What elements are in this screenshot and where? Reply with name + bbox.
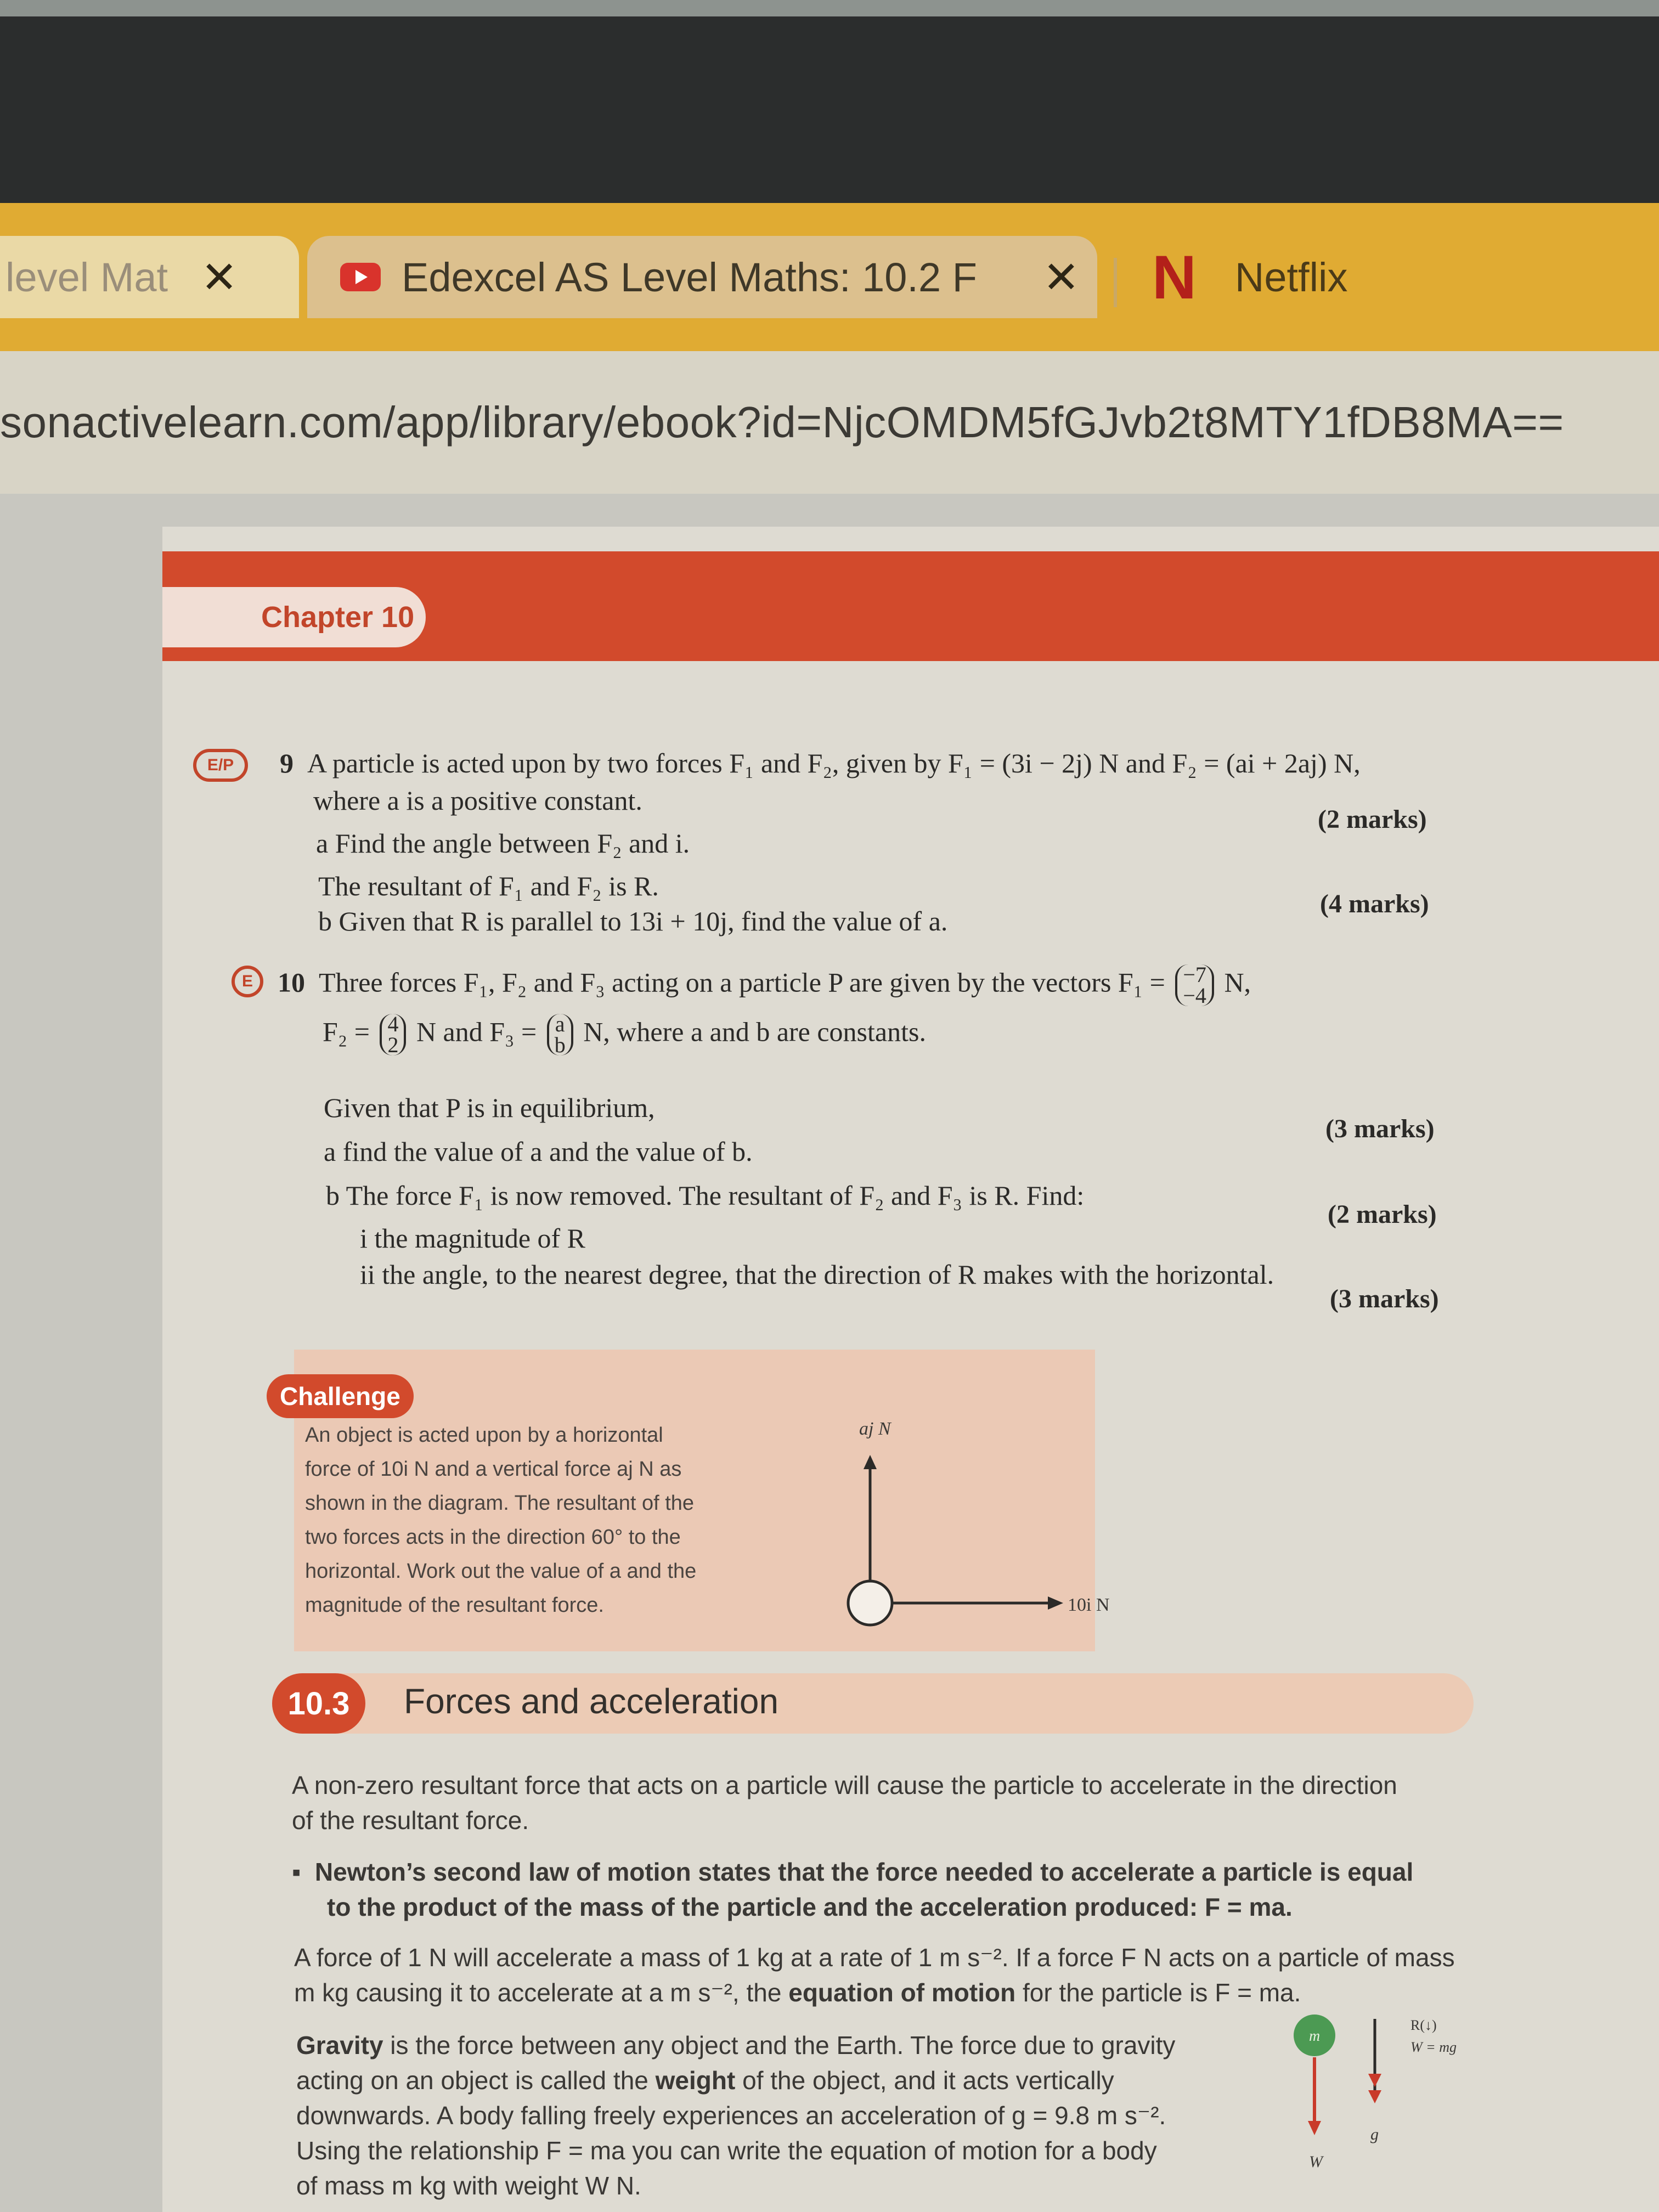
browser-tab-bar bbox=[0, 203, 1659, 351]
f3-tail: N, where a and b are constants. bbox=[583, 1016, 926, 1047]
vector-f3 bbox=[547, 1014, 573, 1056]
section-para1-line1: A non-zero resultant force that acts on a particle will cause the particle to accelerate in the direction bbox=[292, 1771, 1397, 1799]
q10-line1 bbox=[278, 964, 1251, 1006]
q10-line2 bbox=[323, 1014, 926, 1056]
arrowhead-icon bbox=[1368, 2090, 1381, 2103]
weight-label: W bbox=[1309, 2153, 1323, 2171]
q10-part-bii-marks: (3 marks) bbox=[1330, 1284, 1439, 1313]
f2-top: 4 bbox=[387, 1012, 399, 1036]
q10-part-a-marks: (3 marks) bbox=[1325, 1114, 1435, 1143]
f2-tail: N and F₃ = bbox=[416, 1016, 537, 1047]
q9-part-b: b Given that R is parallel to 13i + 10j, find the value of a. bbox=[318, 906, 948, 936]
q10-part-a: a find the value of a and the value of b. bbox=[324, 1136, 753, 1167]
netflix-icon: N bbox=[1152, 242, 1197, 312]
tab-label: level Mat bbox=[5, 254, 168, 300]
bezel-glare bbox=[0, 0, 1659, 16]
f2-bottom: 2 bbox=[387, 1032, 399, 1057]
gravity-bold: Gravity bbox=[296, 2031, 383, 2059]
q9-line3: The resultant of F₁ and F₂ is R. bbox=[318, 871, 659, 901]
q10-number: 10 bbox=[278, 967, 305, 998]
q10-part-bii: ii the angle, to the nearest degree, that the direction of R makes with the horizontal. bbox=[360, 1259, 1274, 1290]
section-para2-line1: A force of 1 N will accelerate a mass of 1 kg at a rate of 1 m s⁻². If a force F N acts on a particle of mass bbox=[294, 1943, 1455, 1972]
gravity-line2 bbox=[296, 2063, 1114, 2098]
q9-text: A particle is acted upon by two forces F₁ and F₂, given by F₁ = (3i − 2j) N and F₂ = (ai + 2aj) N, bbox=[307, 748, 1361, 778]
gravity-line1 bbox=[296, 2028, 1175, 2063]
close-icon[interactable]: ✕ bbox=[1042, 252, 1080, 302]
address-bar[interactable] bbox=[0, 351, 1659, 494]
bullet-line2: to the product of the mass of the particle and the acceleration produced: F = ma. bbox=[327, 1893, 1293, 1921]
horizontal-force-label: 10i N bbox=[1068, 1595, 1110, 1615]
section-para2-line2 bbox=[294, 1975, 1301, 2010]
f3-top: a bbox=[555, 1012, 565, 1036]
q10-part-bi: i the magnitude of R bbox=[360, 1223, 586, 1254]
tab-label: Edexcel AS Level Maths: 10.2 F bbox=[402, 254, 977, 300]
unit-n: N, bbox=[1224, 967, 1251, 998]
q9-line1 bbox=[280, 747, 1361, 779]
g-label: g bbox=[1370, 2125, 1379, 2143]
challenge-line: shown in the diagram. The resultant of the bbox=[305, 1492, 695, 1515]
bullet-icon: ▪ bbox=[292, 1858, 315, 1886]
challenge-line: horizontal. Work out the value of a and the bbox=[305, 1560, 697, 1583]
gravity-rest: is the force between any object and the Earth. The force due to gravity bbox=[383, 2031, 1176, 2059]
gravity-diagram bbox=[1276, 2013, 1583, 2189]
gravity-line5: of mass m kg with weight W N. bbox=[296, 2171, 641, 2200]
section-heading bbox=[272, 1673, 1474, 1734]
gravity-pre: acting on an object is called the bbox=[296, 2066, 656, 2095]
challenge-line: magnitude of the resultant force. bbox=[305, 1594, 604, 1617]
section-para1-line2: of the resultant force. bbox=[292, 1806, 529, 1835]
tab-netflix[interactable] bbox=[1152, 236, 1536, 318]
weight-bold: weight bbox=[655, 2066, 736, 2095]
equation-top: R(↓) bbox=[1410, 2017, 1437, 2033]
force-diagram bbox=[821, 1404, 1110, 1624]
gravity-line4: Using the relationship F = ma you can write the equation of motion for a body bbox=[296, 2136, 1157, 2165]
f3-bottom: b bbox=[554, 1032, 566, 1057]
chapter-label: Chapter 10 bbox=[162, 587, 426, 647]
q10-part-b: b The force F₁ is now removed. The resultant of F₂ and F₃ is R. Find: bbox=[326, 1180, 1085, 1211]
q9-number: 9 bbox=[280, 748, 294, 778]
q9-line2: where a is a positive constant. bbox=[313, 785, 642, 816]
arrowhead-icon bbox=[1048, 1596, 1063, 1610]
f2-label: F₂ = bbox=[323, 1016, 370, 1047]
ebook-page bbox=[162, 527, 1659, 2212]
f1-bottom: −4 bbox=[1183, 983, 1206, 1008]
tab-label: Netflix bbox=[1234, 254, 1348, 300]
gravity-line3: downwards. A body falling freely experiences an acceleration of g = 9.8 m s⁻². bbox=[296, 2101, 1166, 2130]
q9-part-a: a Find the angle between F₂ and i. bbox=[316, 828, 690, 859]
arrowhead-icon bbox=[864, 1455, 877, 1469]
challenge-line: force of 10i N and a vertical force aj N as bbox=[305, 1458, 682, 1481]
close-icon[interactable]: ✕ bbox=[201, 252, 238, 302]
gravity-rest: of the object, and it acts vertically bbox=[735, 2066, 1114, 2095]
bullet-line1: Newton’s second law of motion states that the force needed to accelerate a particle is equal bbox=[314, 1858, 1414, 1886]
equation-bottom: W = mg bbox=[1410, 2039, 1457, 2055]
q10-text: Three forces F₁, F₂ and F₃ acting on a particle P are given by the vectors F₁ = bbox=[319, 967, 1165, 998]
vector-f1 bbox=[1175, 964, 1214, 1006]
arrowhead-icon bbox=[1368, 2074, 1381, 2087]
q10-line3: Given that P is in equilibrium, bbox=[324, 1092, 655, 1123]
section-title: Forces and acceleration bbox=[404, 1681, 779, 1721]
exam-practice-badge: E/P bbox=[193, 749, 248, 782]
para2-text-b: for the particle is F = ma. bbox=[1022, 1978, 1301, 2007]
vector-f2 bbox=[380, 1014, 406, 1056]
tab-level-maths[interactable] bbox=[0, 236, 299, 318]
challenge-line: two forces acts in the direction 60° to the bbox=[305, 1526, 681, 1549]
q10-part-bi-marks: (2 marks) bbox=[1328, 1200, 1437, 1229]
arrowhead-icon bbox=[1308, 2121, 1321, 2135]
monitor-bezel bbox=[0, 0, 1659, 208]
challenge-text bbox=[305, 1418, 777, 1622]
f1-top: −7 bbox=[1183, 962, 1206, 987]
mass-label: m bbox=[1309, 2028, 1321, 2045]
exam-badge: E bbox=[232, 966, 263, 997]
para2-text-a: m kg causing it to accelerate at a m s⁻², the bbox=[294, 1978, 782, 2007]
section-number: 10.3 bbox=[272, 1673, 365, 1734]
vertical-force-label: aj N bbox=[859, 1419, 891, 1439]
challenge-box bbox=[280, 1350, 1110, 1651]
url-text[interactable]: sonactivelearn.com/app/library/ebook?id=NjcOMDM5fGJvb2t8MTY1fDB8MA== bbox=[0, 398, 1564, 447]
q9-part-a-marks: (2 marks) bbox=[1318, 805, 1427, 834]
tab-separator bbox=[1114, 258, 1117, 307]
q9-part-b-marks: (4 marks) bbox=[1320, 889, 1429, 918]
challenge-label: Challenge bbox=[267, 1374, 414, 1418]
particle bbox=[848, 1581, 892, 1625]
ebook-viewport bbox=[0, 494, 1659, 2212]
tab-edexcel-video[interactable] bbox=[307, 236, 1097, 318]
para2-bold: equation of motion bbox=[788, 1978, 1016, 2007]
youtube-icon bbox=[340, 263, 381, 291]
challenge-line: An object is acted upon by a horizontal bbox=[305, 1424, 663, 1447]
newton-law-bullet bbox=[292, 1854, 1413, 1889]
